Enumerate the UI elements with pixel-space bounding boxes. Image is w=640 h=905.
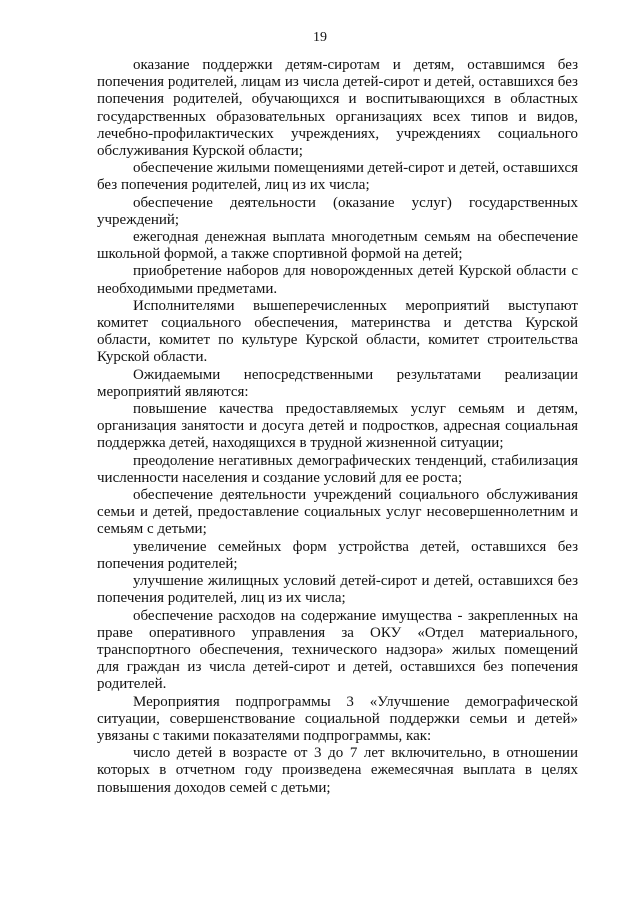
paragraph-executors: Исполнителями вышеперечисленных мероприятий выступают комитет социального обеспечения, материнства и детства Курской области, комитет по культуре Курской области, комитет строительства Курской области. (97, 297, 578, 366)
paragraph-housing-improvement: улучшение жилищных условий детей-сирот и детей, оставшихся без попечения родителей, лиц из их числа; (97, 573, 578, 607)
paragraph-expected-results: Ожидаемыми непосредственными результатами реализации мероприятий являются: (97, 366, 578, 400)
paragraph-property-expenses: обеспечение расходов на содержание имущества - закрепленных на праве оперативного управления за ОКУ «Отдел материального, транспортного обеспечения, технического надзора» жилых помещений для граждан из числа детей-сирот и детей, оставшихся без попечения родителей. (97, 607, 578, 693)
paragraph-subprogram-3: Мероприятия подпрограммы 3 «Улучшение демографической ситуации, совершенствование социальной поддержки семьи и детей» увязаны с такими показателями подпрограммы, как: (97, 693, 578, 744)
page-number: 19 (313, 30, 327, 45)
paragraph-demographic-trends: преодоление негативных демографических тенденций, стабилизация численности населения и создание условий для ее роста; (97, 452, 578, 486)
paragraph-state-institutions: обеспечение деятельности (оказание услуг) государственных учреждений; (97, 194, 578, 228)
paragraph-large-families-payment: ежегодная денежная выплата многодетным семьям на обеспечение школьной формой, а также спортивной формой на детей; (97, 229, 578, 263)
paragraph-social-services: обеспечение деятельности учреждений социального обслуживания семьи и детей, предоставление социальных услуг несовершеннолетним и семьям с детьми; (97, 487, 578, 538)
paragraph-service-quality: повышение качества предоставляемых услуг семьям и детям, организация занятости и досуга детей и подростков, адресная социальная поддержка детей, находящихся в трудной жизненной ситуации; (97, 401, 578, 452)
paragraph-support-orphans: оказание поддержки детям-сиротам и детям, оставшимся без попечения родителей, лицам из числа детей-сирот и детей, оставшихся без попечения родителей, обучающихся и воспитывающихся в областных государственных образовательных организациях всех типов и видов, лечебно-профилактических учреждениях, учреждениях социального обслуживания Курской области; (97, 57, 578, 160)
paragraph-children-3-7: число детей в возрасте от 3 до 7 лет включительно, в отношении которых в отчетном году произведена ежемесячная выплата в целях повышения доходов семей с детьми; (97, 745, 578, 796)
document-body (97, 57, 578, 797)
paragraph-newborn-kits: приобретение наборов для новорожденных детей Курской области с необходимыми предметами. (97, 263, 578, 297)
paragraph-housing-orphans: обеспечение жилыми помещениями детей-сирот и детей, оставшихся без попечения родителей, лиц из их числа; (97, 160, 578, 194)
paragraph-family-placement: увеличение семейных форм устройства детей, оставшихся без попечения родителей; (97, 538, 578, 572)
